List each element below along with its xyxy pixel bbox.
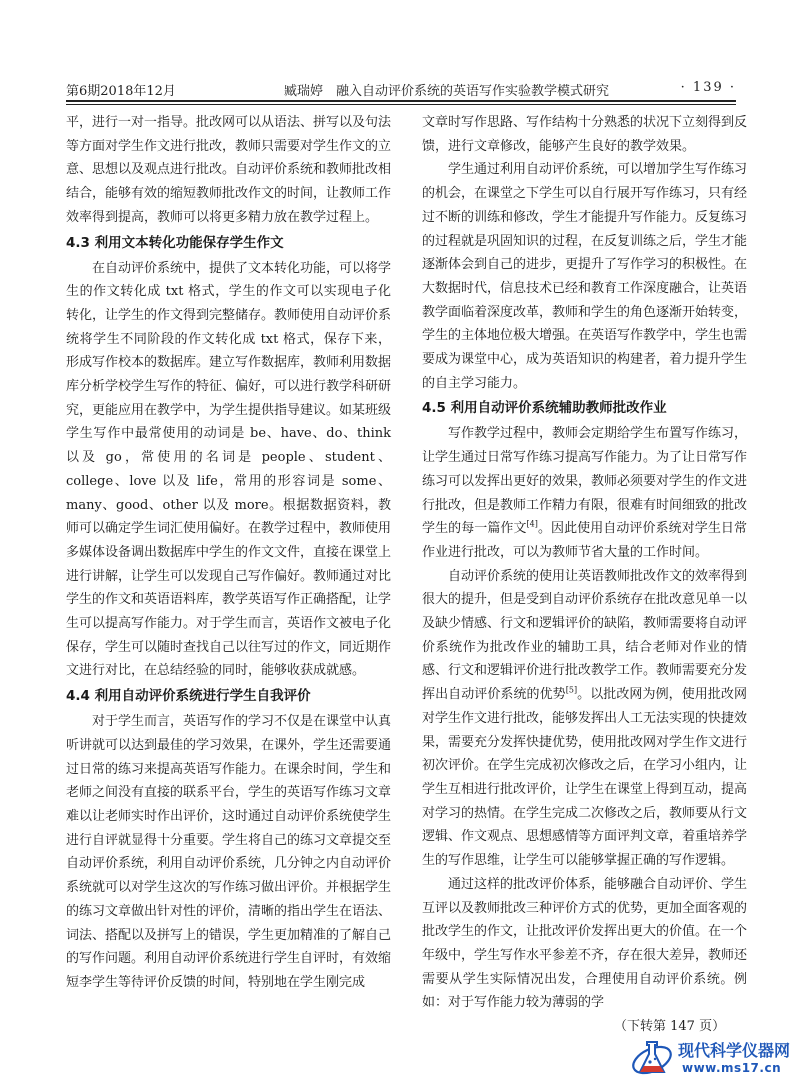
site-watermark — [630, 1030, 800, 1085]
continued-note: （下转第 147 页） — [614, 1019, 726, 1034]
left-column — [66, 111, 391, 995]
paragraph — [422, 422, 747, 564]
paragraph-text: 自动评价系统的使用让英语教师批改作文的效率得到很大的提升，但是受到自动评价系统存在批改意见单一以及缺少情感、行文和逻辑评价的缺陷，教师需要将自动评价系统作为批改作业的辅助工具，结合老师对作业的情感、行文和逻辑评价进行批改教学工作。教师需要充分发挥出自动评价系统的优势 — [422, 568, 748, 703]
section-heading-4-5: 4.5 利用自动评价系统辅助教师批改作业 — [422, 400, 667, 417]
paragraph: 对于学生而言，英语写作的学习不仅是在课堂中认真听讲就可以达到最佳的学习效果，在课外，学生还需要通过日常的练习来提高英语写作能力。在课余时间，学生和老师之间没有直接的联系平台，学生的英语写作练习文章难以让老师实时作出评价，这时通过自动评价系统使学生进行自评就显得十分重要。学生将自己的练习文章提交至自动评价系统，利用自动评价系统，几分钟之内自动评价系统就可以对学生这次的写作练习做出评价。并根据学生的练习文章做出针对性的评价，清晰的指出学生在语法、词法、搭配以及拼写上的错误，学生更加精准的了解自己的写作问题。利用自动评价系统进行学生自评时，有效缩短李学生等待评价反馈的时间，特别地在学生刚完成 — [66, 714, 392, 990]
section-heading-4-3: 4.3 利用文本转化功能保存学生作文 — [66, 234, 284, 251]
header-rule-thick — [66, 100, 736, 102]
paragraph: 在自动评价系统中，提供了文本转化功能，可以将学生的作文转化成 txt 格式，学生的作文可以实现电子化转化，让学生的作文得到完整储存。教师使用自动评价系统将学生不同阶段的作文转化成 txt 格式，保存下来，形成写作校本的数据库。建立写作数据库，教师利用数据库分析学校学生写作的特征、偏好，可以进行教学科研研究，更能应用在教学中，为学生提供指导建议。如某班级学生写作中最常使用的动词是 be、have、do、think 以及 go，常使用的名词是 people、student、college、love 以及 life，常用的形容词是 some、many、good、other 以及 more。根据数据资料，教师可以确定学生词汇使用偏好。在教学过程中，教师使用多媒体设备调出数据库中学生的作文文件，直接在课堂上进行讲解，让学生可以发现自己写作偏好。教师通过对比学生的作文和英语语料库，教学英语写作正确搭配，让学生可以提高写作能力。对于学生而言，英语作文被电子化保存，学生可以随时查找自己以往写过的作文，同近期作文进行对比，在总结经验的同时，能够收获成就感。 — [66, 260, 392, 679]
right-column — [422, 111, 747, 1015]
paragraph — [422, 565, 747, 873]
citation-ref[interactable]: [5] — [565, 685, 578, 695]
paragraph: 学生通过利用自动评价系统，可以增加学生写作练习的机会，在课堂之下学生可以自行展开写作练习，只有经过不断的训练和修改，学生才能提升写作能力。反复练习的过程就是巩固知识的过程，在反复训练之后，学生才能逐渐体会到自己的进步，更提升了写作学习的积极性。在大数据时代，信息技术已经和教育工作深度融合，让英语教学面临着深度改革，教师和学生的角色逐渐开始转变，学生的主体地位极大增强。在英语写作教学中，学生也需要成为课堂中心，成为英语知识的构建者，着力提升学生的自主学习能力。 — [422, 162, 748, 391]
issue-date: 第6期2018年12月 — [66, 84, 176, 99]
page-number: · 139 · — [680, 80, 736, 95]
header-rule-thin — [66, 104, 736, 105]
running-header — [66, 78, 736, 100]
paragraph-text: 。因此使用自动评价系统对学生日常作业进行批改，可以为教师节省大量的工作时间。 — [422, 521, 747, 560]
paragraph: 平，进行一对一指导。批改网可以从语法、拼写以及句法等方面对学生作文进行批改，教师只需要对学生作文的立意、思想以及观点进行批改。自动评价系统和教师批改相结合，能够有效的缩短教师批改作文的时间，让教师工作效率得到提高，教师可以将更多精力放在教学过程上。 — [66, 115, 392, 225]
citation-ref[interactable]: [4] — [526, 519, 538, 529]
watermark-title: 现代科学仪器网 — [678, 1041, 791, 1060]
section-heading-4-4: 4.4 利用自动评价系统进行学生自我评价 — [66, 688, 311, 705]
flask-logo-icon — [630, 1036, 674, 1080]
paragraph: 通过这样的批改评价体系，能够融合自动评价、学生互评以及教师批改三种评价方式的优势，更加全面客观的批改学生的作文，让批改评价发挥出更大的价值。在一个年级中，学生写作水平参差不齐，存在很大差异，教师还需要从学生实际情况出发，合理使用自动评价系统。例如：对于写作能力较为薄弱的学 — [422, 876, 748, 1011]
paragraph-text: 。以批改网为例，使用批改网对学生作文进行批改，能够发挥出人工无法实现的快捷效果，需要充分发挥快捷优势，使用批改网对学生作文进行初次评价。在学生完成初次修改之后，在学习小组内，让学生互相进行批改评价，让学生在课堂上得到互动，提高对学习的热情。在学生完成二次修改之后，教师要从行文逻辑、作文观点、思想感情等方面评判文章，着重培养学生的写作思维，让学生可以能够掌握正确的写作逻辑。 — [422, 687, 748, 869]
paragraph-text: 写作教学过程中，教师会定期给学生布置写作练习，让学生通过日常写作练习提高写作能力。为了让日常写作练习可以发挥出更好的效果，教师必须要对学生的作文进行批改，但是教师工作精力有限，很难有时间细致的批改学生的每一篇作文 — [422, 426, 748, 537]
author-and-title: 臧瑞婷 融入自动评价系统的英语写作实验教学模式研究 — [284, 84, 610, 99]
paragraph: 文章时写作思路、写作结构十分熟悉的状况下立刻得到反馈，进行文章修改，能够产生良好的教学效果。 — [422, 115, 748, 154]
watermark-url[interactable]: www.ms17.cn — [682, 1061, 782, 1075]
